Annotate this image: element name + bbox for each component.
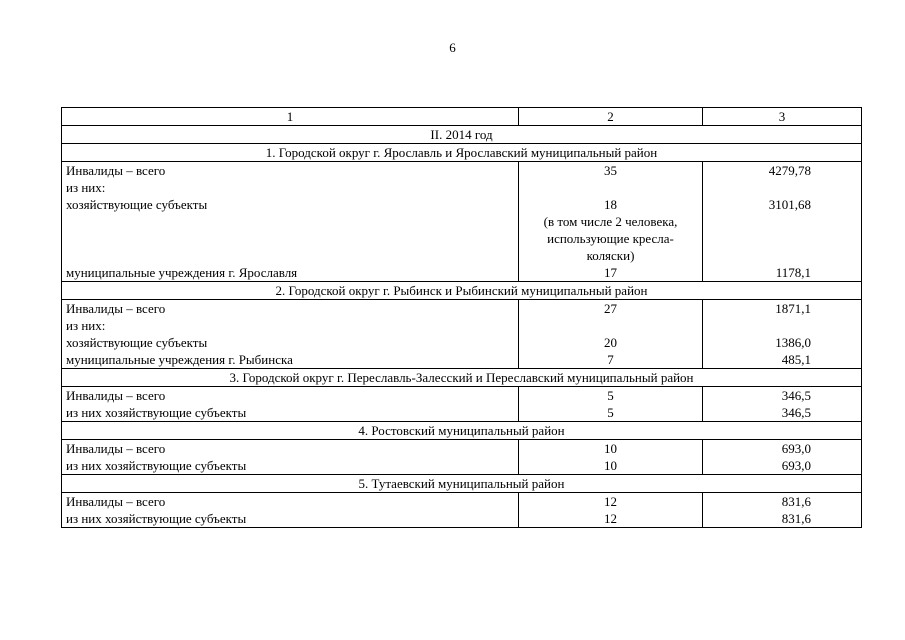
cell-line: 18 <box>604 197 617 212</box>
cell-line: (в том числе 2 человека, <box>543 214 678 229</box>
cell-line: муниципальные учреждения г. Рыбинска <box>66 352 293 367</box>
cell-line: хозяйствующие субъекты <box>66 335 208 350</box>
section-title-row <box>62 282 862 300</box>
section-col2-cell <box>519 440 703 475</box>
cell-line: муниципальные учреждения г. Ярославля <box>66 265 298 280</box>
cell-line: 1178,1 <box>775 265 811 280</box>
cell-line <box>707 179 811 196</box>
cell-line: 346,5 <box>781 405 811 420</box>
cell-line <box>707 213 811 230</box>
cell-line: Инвалиды – всего <box>66 301 166 316</box>
cell-line: 35 <box>604 163 617 178</box>
cell-line: хозяйствующие субъекты <box>66 197 208 212</box>
cell-line <box>66 247 514 264</box>
section-col3-cell <box>703 387 862 422</box>
cell-line <box>707 247 811 264</box>
cell-line: 485,1 <box>781 352 811 367</box>
cell-line: 3101,68 <box>768 197 811 212</box>
section-col3-cell <box>703 162 862 282</box>
cell-line: из них: <box>66 180 106 195</box>
section-col3-cell <box>703 300 862 369</box>
cell-line: 20 <box>604 335 617 350</box>
cell-line: Инвалиды – всего <box>66 163 166 178</box>
section-title-row <box>62 475 862 493</box>
section-title: 2. Городской округ г. Рыбинск и Рыбинский муниципальный район <box>62 282 862 300</box>
cell-line: 10 <box>604 458 617 473</box>
cell-line: 12 <box>604 511 617 526</box>
section-col1-cell <box>62 440 519 475</box>
section-col3-cell <box>703 440 862 475</box>
cell-line: использующие кресла- <box>547 231 674 246</box>
cell-line <box>523 179 698 196</box>
section-title-row <box>62 369 862 387</box>
section-col2-cell <box>519 300 703 369</box>
section-col1-cell <box>62 300 519 369</box>
cell-line: 5 <box>607 405 614 420</box>
cell-line: из них: <box>66 318 106 333</box>
cell-line: 17 <box>604 265 617 280</box>
cell-line: 346,5 <box>781 388 811 403</box>
section-title-row <box>62 144 862 162</box>
header-row <box>62 108 862 126</box>
cell-line: 693,0 <box>781 441 811 456</box>
cell-line: 693,0 <box>781 458 811 473</box>
header-cell-3: 3 <box>703 108 862 126</box>
cell-line: Инвалиды – всего <box>66 388 166 403</box>
cell-line <box>66 213 514 230</box>
cell-line: 1871,1 <box>775 301 811 316</box>
cell-line: 831,6 <box>781 494 811 509</box>
page-number: 6 <box>449 40 456 55</box>
section-title-row <box>62 422 862 440</box>
cell-line: 12 <box>604 494 617 509</box>
section-title: 5. Тутаевский муниципальный район <box>62 475 862 493</box>
cell-line: из них хозяйствующие субъекты <box>66 405 247 420</box>
cell-line <box>707 230 811 247</box>
data-table <box>61 107 862 528</box>
cell-line: 7 <box>607 352 614 367</box>
section-title: 3. Городской округ г. Переславль-Залесский и Переславский муниципальный район <box>62 369 862 387</box>
cell-line: 4279,78 <box>768 163 811 178</box>
cell-line: из них хозяйствующие субъекты <box>66 458 247 473</box>
cell-line <box>66 230 514 247</box>
section-body-row <box>62 440 862 475</box>
section-title: 1. Городской округ г. Ярославль и Ярославский муниципальный район <box>62 144 862 162</box>
header-cell-1: 1 <box>62 108 519 126</box>
cell-line: 1386,0 <box>775 335 811 350</box>
cell-line: 831,6 <box>781 511 811 526</box>
header-cell-2: 2 <box>519 108 703 126</box>
section-body-row <box>62 162 862 282</box>
section-col2-cell <box>519 162 703 282</box>
section-title: 4. Ростовский муниципальный район <box>62 422 862 440</box>
section-col1-cell <box>62 162 519 282</box>
section-col1-cell <box>62 493 519 528</box>
cell-line: 10 <box>604 441 617 456</box>
section-col2-cell <box>519 387 703 422</box>
cell-line: 27 <box>604 301 617 316</box>
section-body-row <box>62 387 862 422</box>
cell-line: коляски) <box>586 248 635 263</box>
cell-line <box>523 317 698 334</box>
cell-line: из них хозяйствующие субъекты <box>66 511 247 526</box>
period-title: II. 2014 год <box>62 126 862 144</box>
section-body-row <box>62 493 862 528</box>
section-col3-cell <box>703 493 862 528</box>
cell-line: 5 <box>607 388 614 403</box>
cell-line: Инвалиды – всего <box>66 441 166 456</box>
section-col2-cell <box>519 493 703 528</box>
period-row <box>62 126 862 144</box>
cell-line <box>707 317 811 334</box>
cell-line: Инвалиды – всего <box>66 494 166 509</box>
section-col1-cell <box>62 387 519 422</box>
section-body-row <box>62 300 862 369</box>
